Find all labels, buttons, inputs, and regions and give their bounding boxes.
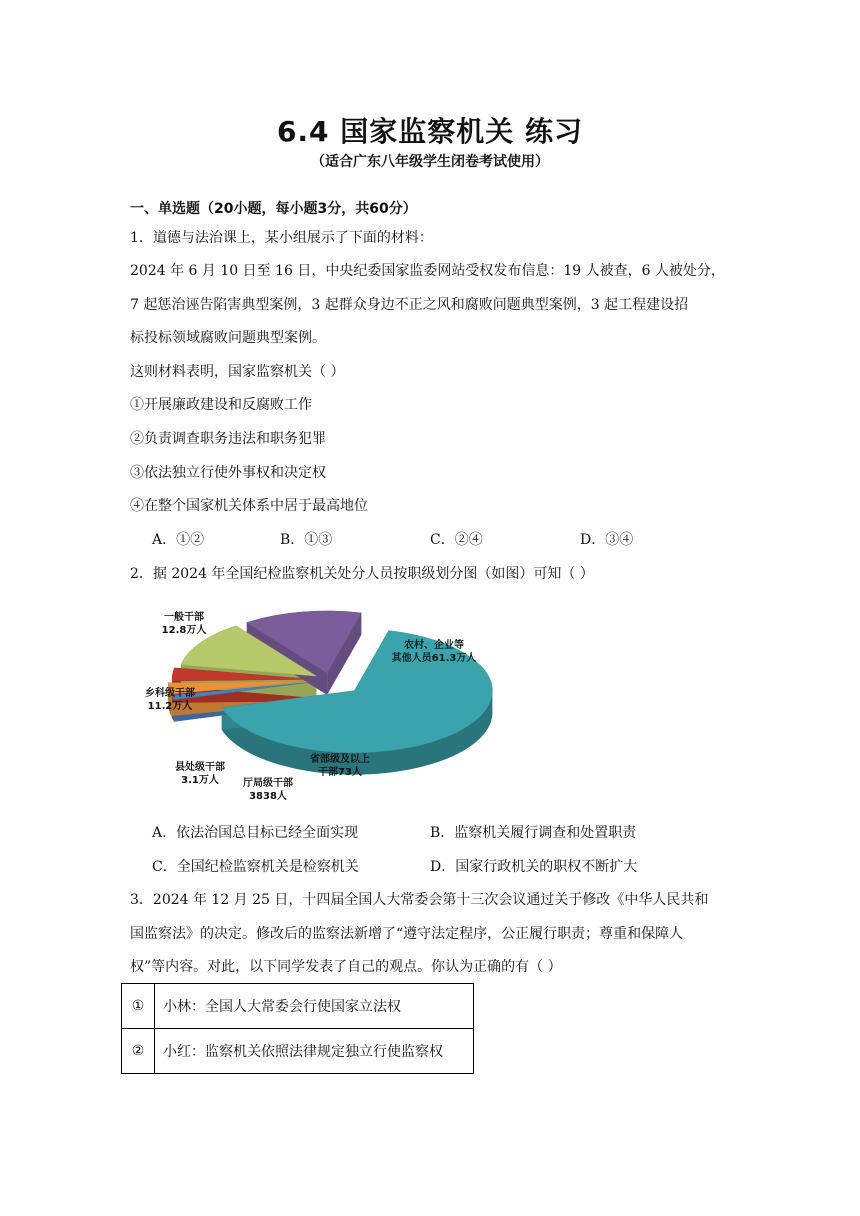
q1-option-d[interactable]: D．③④ [580, 532, 634, 548]
q1-option-a[interactable]: A．①② [152, 532, 205, 548]
q1-statement: ①开展廉政建设和反腐败工作 [130, 397, 312, 413]
pie-label: 11.2万人 [147, 701, 193, 712]
pie-label: 县处级干部 [175, 762, 225, 773]
q3-stem-line: 权”等内容。对此，以下同学发表了自己的观点。你认为正确的有（ ） [130, 959, 562, 975]
q3-stem-line: 3．2024 年 12 月 25 日，十四届全国人大常委会第十三次会议通过关于修改《中华人民共和 [130, 892, 709, 908]
pie-label: 干部73人 [318, 767, 362, 778]
table-cell-text: 小红：监察机关依照法律规定独立行使监察权 [155, 1029, 474, 1074]
pie-label: 3.1万人 [181, 775, 219, 786]
table-cell-text: 小林：全国人大常委会行使国家立法权 [155, 984, 474, 1029]
page-subtitle: （适合广东八年级学生闭卷考试使用） [311, 154, 549, 170]
pie-label: 乡科级干部 [145, 688, 195, 699]
q2-option-d[interactable]: D．国家行政机关的职权不断扩大 [430, 859, 638, 875]
pie-label: 12.8万人 [161, 625, 207, 636]
q3-stem-line: 国监察法》的决定。修改后的监察法新增了“遵守法定程序，公正履行职责；尊重和保障人 [130, 926, 684, 942]
table-cell-number: ① [122, 984, 155, 1029]
pie-chart [130, 596, 540, 808]
q1-material-line: 7 起惩治诬告陷害典型案例，3 起群众身边不正之风和腐败问题典型案例，3 起工程建设招 [130, 297, 689, 313]
pie-label: 农村、企业等 [404, 640, 464, 651]
q2-option-c[interactable]: C．全国纪检监察机关是检察机关 [152, 859, 359, 875]
q1-question: 这则材料表明，国家监察机关（ ） [130, 364, 345, 380]
q1-material-line: 标投标领域腐败问题典型案例。 [130, 330, 326, 346]
page-title: 6.4 国家监察机关 练习 [276, 115, 584, 148]
opinion-table [121, 983, 474, 1074]
q1-statement: ③依法独立行使外事权和决定权 [130, 465, 326, 481]
pie-label: 厅局级干部 [243, 778, 293, 789]
q1-option-c[interactable]: C．②④ [430, 532, 483, 548]
section-heading: 一、单选题（20小题，每小题3分，共60分） [130, 201, 417, 217]
q1-material-line: 2024 年 6 月 10 日至 16 日，中央纪委国家监委网站受权发布信息：19 人被查，6 人被处分， [130, 263, 725, 279]
q1-statement: ②负责调查职务违法和职务犯罪 [130, 431, 326, 447]
q2-stem: 2．据 2024 年全国纪检监察机关处分人员按职级划分图（如图）可知（ ） [130, 566, 594, 582]
table-cell-number: ② [122, 1029, 155, 1074]
table-row [122, 984, 474, 1029]
q2-option-b[interactable]: B．监察机关履行调查和处置职责 [430, 825, 637, 841]
q1-option-b[interactable]: B．①③ [280, 532, 333, 548]
pie-label: 省部级及以上 [310, 754, 370, 765]
table-row [122, 1029, 474, 1074]
pie-label: 3838人 [249, 791, 287, 802]
q1-stem: 1．道德与法治课上，某小组展示了下面的材料： [130, 230, 433, 246]
q2-option-a[interactable]: A．依法治国总目标已经全面实现 [152, 825, 359, 841]
pie-label: 其他人员61.3万人 [391, 653, 477, 664]
q1-statement: ④在整个国家机关体系中居于最高地位 [130, 498, 368, 514]
pie-label: 一般干部 [164, 612, 204, 623]
